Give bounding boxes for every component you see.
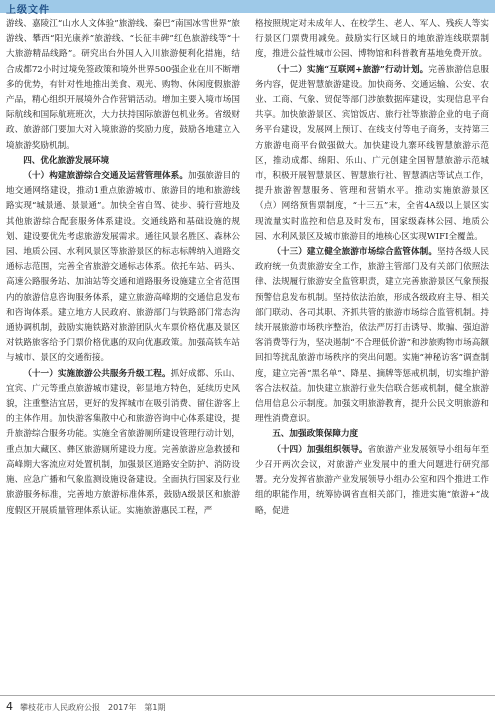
paragraph — [255, 63, 489, 245]
journal-title: 攀枝花市人民政府公报 2017年 第1期 — [20, 703, 166, 712]
right-column — [255, 17, 489, 685]
page-footer — [0, 695, 495, 718]
paragraph-text: 省旅游产业发展领导小组每年至少召开两次会议，对旅游产业发展中的重大问题进行研究部署。充分发挥省旅游产业发展领导小组办公室和四个推进工作组的职能作用，统筹协调省直相关部门，推进实施“旅游+”战略，促进 — [255, 444, 489, 516]
subsection-lead: （十二）实施“互联网+旅游”行动计划。 — [272, 64, 429, 75]
subsection-lead: （十一）实施旅游公共服务升级工程。 — [23, 368, 171, 379]
header-bar — [0, 0, 495, 16]
paragraph-text: 加强旅游目的地交通网络建设，推动1重点旅游城市、旅游目的地和旅游线路实现“城景通、景景通”。加快全省自驾、徒步、骑行营地及其他旅游综合配套服务体系建设。交通线路和基础设施的规划、建设要优先考虑旅游发展需求。通往风景名胜区、森林公园、地质公园、水利风景区等旅游景区的标志标牌纳入道路交通标志范围，完善全省旅游交通标志体系。依托车站、码头、高速公路服务站、加油站等交通和道路服务设施建立全省范围内的旅游信息咨询服务体系，建立旅游高峰期的交通信息发布和咨询体系。建立地方人民政府、旅游部门与铁路部门常态沟通协调机制，鼓励实施铁路对旅游团队火车票价格优惠及景区对铁路旅客给予门票价格优惠的双向优惠政策。加强高铁车站与城市、景区的交通衔接。 — [6, 171, 240, 364]
section-heading: 五、加强政策保障力度 — [272, 429, 359, 440]
left-column — [6, 17, 240, 685]
paragraph-text: 抓好成都、乐山、宜宾、广元等重点旅游城市建设，彰显地方特色，延续历史风貌，注重整洁宜居，更好的发挥城市在吸引消费、留住游客上的主体作用。加快游客集散中心和旅游咨询中心体系建设，提升旅游综合服务功能。实施全省旅游厕所建设管理行动计划，重点加大藏区、彝区旅游厕所建设力度。完善旅游应急救援和高峰期大客流应对处置机制，加强景区道路安全防护、消防设施、应急广播和气象监测设施设备建设。全面执行国家及行业旅游服务标准，完善地方旅游标准体系，鼓励A级景区和旅游度假区开展质量管理体系认证。实施旅游惠民工程，严 — [6, 368, 240, 516]
paragraph-text: 坚持各级人民政府统一负责旅游安全工作，旅游主管部门及有关部门依照法律、法规履行旅游安全监管职责，建立完善旅游景区气象预报预警信息发布机制。坚持依法治旅，形成各级政府主导、相关部门联动、各司其职、齐抓共管的旅游市场综合监管机制。持续开展旅游市场秩序整治，依法严厉打击诱导、欺骗、强迫游客消费等行为，坚决遏制“不合理低价游”和涉旅购物市场高额回扣等扰乱旅游市场秩序的突出问题。实施“神秘访客”调查制度，建立完善“黑名单”、降星、摘牌等惩戒机制，切实维护游客合法权益。加快建立旅游行业失信联合惩戒机制，健全旅游信用信息公示制度。加强文明旅游教育，提升公民文明旅游和理性消费意识。 — [255, 247, 489, 425]
paragraph: 游线、嘉陵江“山水人文体验”旅游线、秦巴“南国冰雪世界”旅游线、攀西“阳光康养”旅游线、“长征丰碑”红色旅游线等“十大旅游精品线路”。研究出台外国人入川旅游便利化措施，结合成都72小时过境免签政策和境外世界500强企业在川不断增多的优势，有针对性地推出美食、观光、购物、休闲度假旅游产品，精心组织开展境外合作营销活动。增加主要入境市场国际航线和国际航班班次，大力扶持国际旅游包机业务。省级财政、旅游部门要加大对入境旅游的奖励力度，鼓励各地建立入境旅游奖励机制。 — [6, 19, 240, 151]
section-label: 上级文件 — [6, 5, 50, 16]
paragraph — [6, 367, 240, 519]
subsection-lead: （十三）建立健全旅游市场综合监管体制。 — [272, 247, 438, 258]
page-number: 4 — [6, 700, 13, 713]
subsection-lead: （十四）加强组织领导。 — [272, 444, 368, 455]
paragraph — [6, 169, 240, 367]
paragraph — [255, 245, 489, 427]
section-heading: 四、优化旅游发展环境 — [23, 155, 110, 166]
subsection-lead: （十）构建旅游综合交通及运营管理体系。 — [23, 171, 189, 182]
paragraph — [255, 443, 489, 519]
paragraph-text: 完善旅游信息服务内容，促进智慧旅游建设。加快商务、交通运输、公安、农业、工商、气象、贸促等部门涉旅数据库建设，实现信息平台共享。加快旅游景区、宾馆饭店、旅行社等旅游企业的电子商务平台建设，发展网上预订、在线支付等电子商务，支持第三方旅游电商平台做强做大。加快建设九寨环线智慧旅游示范区，推动成都、绵阳、乐山、广元创建全国智慧旅游示范城市，积极开展智慧景区、智慧旅行社、智慧酒店等试点工作，提升旅游智慧服务、管理和营销水平。推动实施旅游景区（点）网络预售票制度，“十三五”末，全省4A级以上景区实现流量实时监控和信息及时发布，国家级森林公园、地质公园、水利风景区及城市旅游目的地核心区实现WIFI全覆盖。 — [255, 64, 489, 242]
paragraph: 格按照规定对未成年人、在校学生、老人、军人、残疾人等实行景区门票费用减免。鼓励实行区域日的地旅游连线联票制度，推进公益性城市公园、博物馆和科普教育基地免费开放。 — [255, 19, 489, 60]
